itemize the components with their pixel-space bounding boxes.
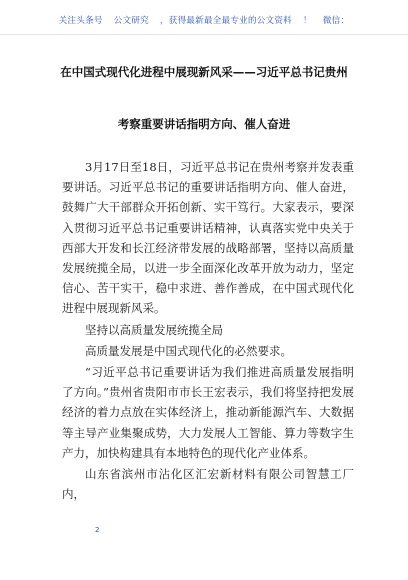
header-item: 关注头条号 <box>58 16 103 26</box>
header-divider <box>0 34 408 35</box>
document-title-line-2: 考察重要讲话指明方向、催人奋进 <box>117 117 291 131</box>
document-title-line-1: 在中国式现代化进程中展现新风采——习近平总书记贵州 <box>60 65 348 79</box>
document-body <box>62 157 354 504</box>
paragraph: “习近平总书记重要讲话为我们推进高质量发展指明了方向。”贵州省贵阳市市长王宏表示，我们将坚持把发展经济的着力点放在实体经济上，推动新能源汽车、大数据等主导产业集聚成势，大力发展人工智能、算力等数字生产力，加快构建具有本地特色的现代化产业体系。 <box>62 365 354 460</box>
section-heading: 坚持以高质量发展统揽全局 <box>85 322 223 337</box>
header-item: 微信： <box>322 16 350 26</box>
page-header <box>0 14 408 26</box>
paragraph: 3月17日至18日，习近平总书记在贵州考察并发表重要讲话。习近平总书记的重要讲话指明方向、催人奋进，鼓舞广大干部群众开拓创新、实干笃行。大家表示，要深入贯彻习近平总书记重要讲话精神，认真落实党中央关于西部大开发和长江经济带发展的战略部署，坚持以高质量发展统揽全局，以进一步全面深化改革开放为动力，坚定信心、苦干实干，稳中求进、善作善成，在中国式现代化进程中展现新风采。 <box>62 160 354 316</box>
paragraph: 高质量发展是中国式现代化的必然要求。 <box>85 343 292 358</box>
header-item: 公文研究 <box>113 16 149 26</box>
paragraph: 山东省滨州市沾化区汇宏新材料有限公司智慧工厂内， <box>62 467 354 502</box>
header-item: ，获得最新最全最专业的公文资料 <box>159 16 292 26</box>
page-number: 2 <box>95 526 100 534</box>
header-item: ！ <box>303 16 312 26</box>
